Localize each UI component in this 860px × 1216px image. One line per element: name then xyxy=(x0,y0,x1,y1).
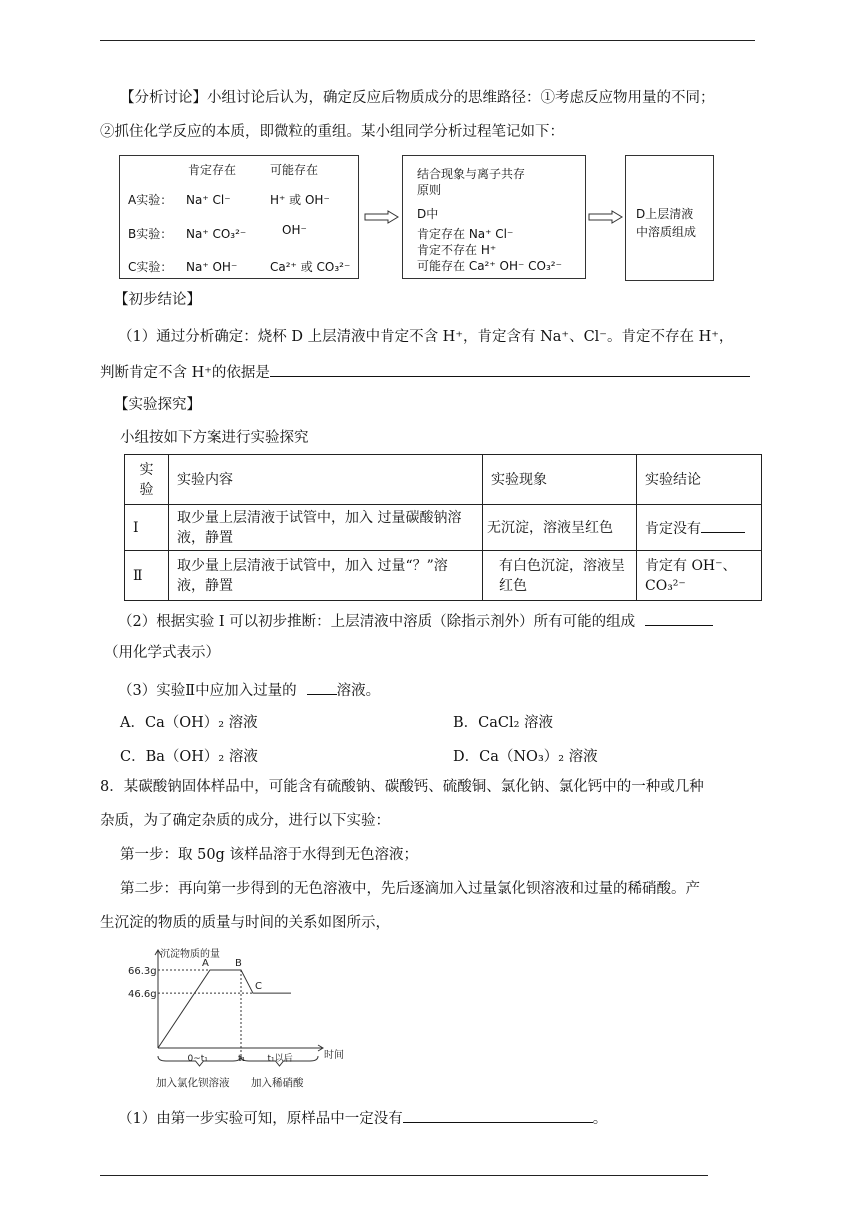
arrow-right-icon xyxy=(364,210,400,224)
result-line-2: 中溶质组成 xyxy=(636,225,697,239)
y-tick-label: 66.3g xyxy=(128,966,157,977)
q1-line-2 xyxy=(100,361,750,383)
table-header-cell: 实验 xyxy=(125,455,169,505)
section-heading-prelim: 【初步结论】 xyxy=(114,292,201,308)
q8-sub-1-end: 。 xyxy=(592,1111,608,1127)
notes-box-analysis xyxy=(402,155,586,279)
result-line-1: D上层清液 xyxy=(636,207,694,221)
table-cell: 肯定没有 xyxy=(637,505,762,551)
discussion-line-1: 【分析讨论】小组讨论后认为，确定反应后物质成分的思维路径：①考虑反应物用量的不同； xyxy=(120,90,715,106)
section-heading-explore: 【实验探究】 xyxy=(114,397,201,413)
experiment-table xyxy=(124,454,762,601)
header-rule xyxy=(100,40,755,41)
y-axis-label: 沉淀物质的量 xyxy=(160,949,220,960)
q3-stem-text: （3）实验Ⅱ中应加入过量的 xyxy=(118,683,297,699)
segment-label: 加入稀硝酸 xyxy=(251,1077,304,1089)
q3-stem xyxy=(118,679,380,701)
explore-intro: 小组按如下方案进行实验探究 xyxy=(120,430,309,446)
q2-line-1-text: （2）根据实验 I 可以初步推断：上层清液中溶质（除指示剂外）所有可能的组成 xyxy=(118,614,636,630)
precipitate-chart xyxy=(128,940,358,1090)
table-header-cell: 实验内容 xyxy=(169,455,483,505)
discussion-line-2: ②抓住化学反应的本质，即微粒的重组。某小组同学分析过程笔记如下： xyxy=(100,124,564,140)
answer-blank[interactable] xyxy=(701,517,745,533)
notes-box-result xyxy=(625,155,714,281)
option-a[interactable]: A．Ca（OH）₂ 溶液 xyxy=(120,715,258,731)
option-b[interactable]: B．CaCl₂ 溶液 xyxy=(453,715,554,731)
q8-sub-1-text: （1）由第一步实验可知，原样品中一定没有 xyxy=(118,1111,403,1127)
header-certain: 肯定存在 xyxy=(188,163,237,177)
row-a-possible: H⁺ 或 OH⁻ xyxy=(270,193,330,207)
answer-blank[interactable] xyxy=(270,361,750,377)
x-axis-label: 时间 xyxy=(324,1050,344,1061)
row-b-certain: Na⁺ CO₃²⁻ xyxy=(186,227,247,241)
analysis-line-4: 肯定存在 Na⁺ Cl⁻ xyxy=(417,227,514,241)
row-c-certain: Na⁺ OH⁻ xyxy=(186,260,238,274)
table-header-cell: 实验现象 xyxy=(483,455,637,505)
header-possible: 可能存在 xyxy=(270,163,319,177)
table-cell: 无沉淀，溶液呈红色 xyxy=(483,505,637,551)
q8-sub-1 xyxy=(118,1107,607,1129)
notes-box-experiments xyxy=(119,155,359,279)
row-c-possible: Ca²⁺ 或 CO₃²⁻ xyxy=(270,260,351,274)
q2-line-2: （用化学式表示） xyxy=(104,645,220,661)
answer-blank[interactable] xyxy=(403,1107,593,1123)
answer-blank[interactable] xyxy=(645,610,713,626)
point-label: C xyxy=(255,981,262,993)
q2-line-1 xyxy=(118,610,713,632)
table-cell: 取少量上层清液于试管中，加入 过量“？”溶液，静置 xyxy=(169,551,483,601)
footer-rule xyxy=(100,1175,708,1176)
segment-label: 加入氯化钡溶液 xyxy=(156,1077,230,1089)
point-label: A xyxy=(202,958,209,969)
arrow-right-icon xyxy=(588,210,624,224)
answer-blank[interactable] xyxy=(307,679,337,695)
q8-step-2-line-2: 生沉淀的物质的质量与时间的关系如图所示， xyxy=(100,915,390,931)
segment-range-label: t₁以后 xyxy=(267,1054,293,1064)
y-tick-label: 46.6g xyxy=(128,989,157,1001)
row-a-label: A实验： xyxy=(128,193,173,207)
table-cell: Ⅱ xyxy=(125,551,169,601)
table-header-cell: 实验结论 xyxy=(637,455,762,505)
table-row xyxy=(125,551,762,601)
analysis-line-6: 可能存在 Ca²⁺ OH⁻ CO₃²⁻ xyxy=(417,259,562,273)
row-b-label: B实验： xyxy=(128,227,173,241)
analysis-line-1: 结合现象与离子共存 xyxy=(417,167,526,181)
x-tick-label: t₁ xyxy=(238,1054,246,1064)
q3-stem-tail: 溶液。 xyxy=(336,683,381,699)
table-cell: 有白色沉淀，溶液呈红色 xyxy=(483,551,637,601)
q1-line-1: （1）通过分析确定：烧杯 D 上层清液中肯定不含 H⁺，肯定含有 Na⁺、Cl⁻。肯定不存在 H⁺， xyxy=(118,329,734,345)
analysis-line-5: 肯定不存在 H⁺ xyxy=(417,243,497,257)
segment-range-label: 0~t₁ xyxy=(187,1054,208,1064)
q8-line-2: 杂质，为了确定杂质的成分，进行以下实验： xyxy=(100,813,390,829)
table-cell: I xyxy=(125,505,169,551)
table-row xyxy=(125,505,762,551)
q8-step-1: 第一步：取 50g 该样品溶于水得到无色溶液； xyxy=(120,847,418,863)
analysis-line-2: 原则 xyxy=(417,183,442,197)
row-a-certain: Na⁺ Cl⁻ xyxy=(186,193,231,207)
table-cell: 肯定有 OH⁻、CO₃²⁻ xyxy=(637,551,762,601)
option-c[interactable]: C．Ba（OH）₂ 溶液 xyxy=(120,749,258,765)
series-line xyxy=(158,970,291,1048)
option-d[interactable]: D．Ca（NO₃）₂ 溶液 xyxy=(453,749,598,765)
row-b-possible: OH⁻ xyxy=(282,223,307,237)
table-cell: 取少量上层清液于试管中，加入 过量碳酸钠溶液，静置 xyxy=(169,505,483,551)
analysis-line-3: D中 xyxy=(417,207,439,221)
q8-step-2-line-1: 第二步：再向第一步得到的无色溶液中，先后逐滴加入过量氯化钡溶液和过量的稀硝酸。产 xyxy=(120,881,700,897)
q1-line-2-text: 判断肯定不含 H⁺的依据是 xyxy=(100,365,270,381)
row-c-label: C实验： xyxy=(128,260,173,274)
point-label: B xyxy=(235,958,242,969)
q8-line-1: 8．某碳酸钠固体样品中，可能含有硫酸钠、碳酸钙、硫酸铜、氯化钠、氯化钙中的一种或几种 xyxy=(100,779,704,795)
